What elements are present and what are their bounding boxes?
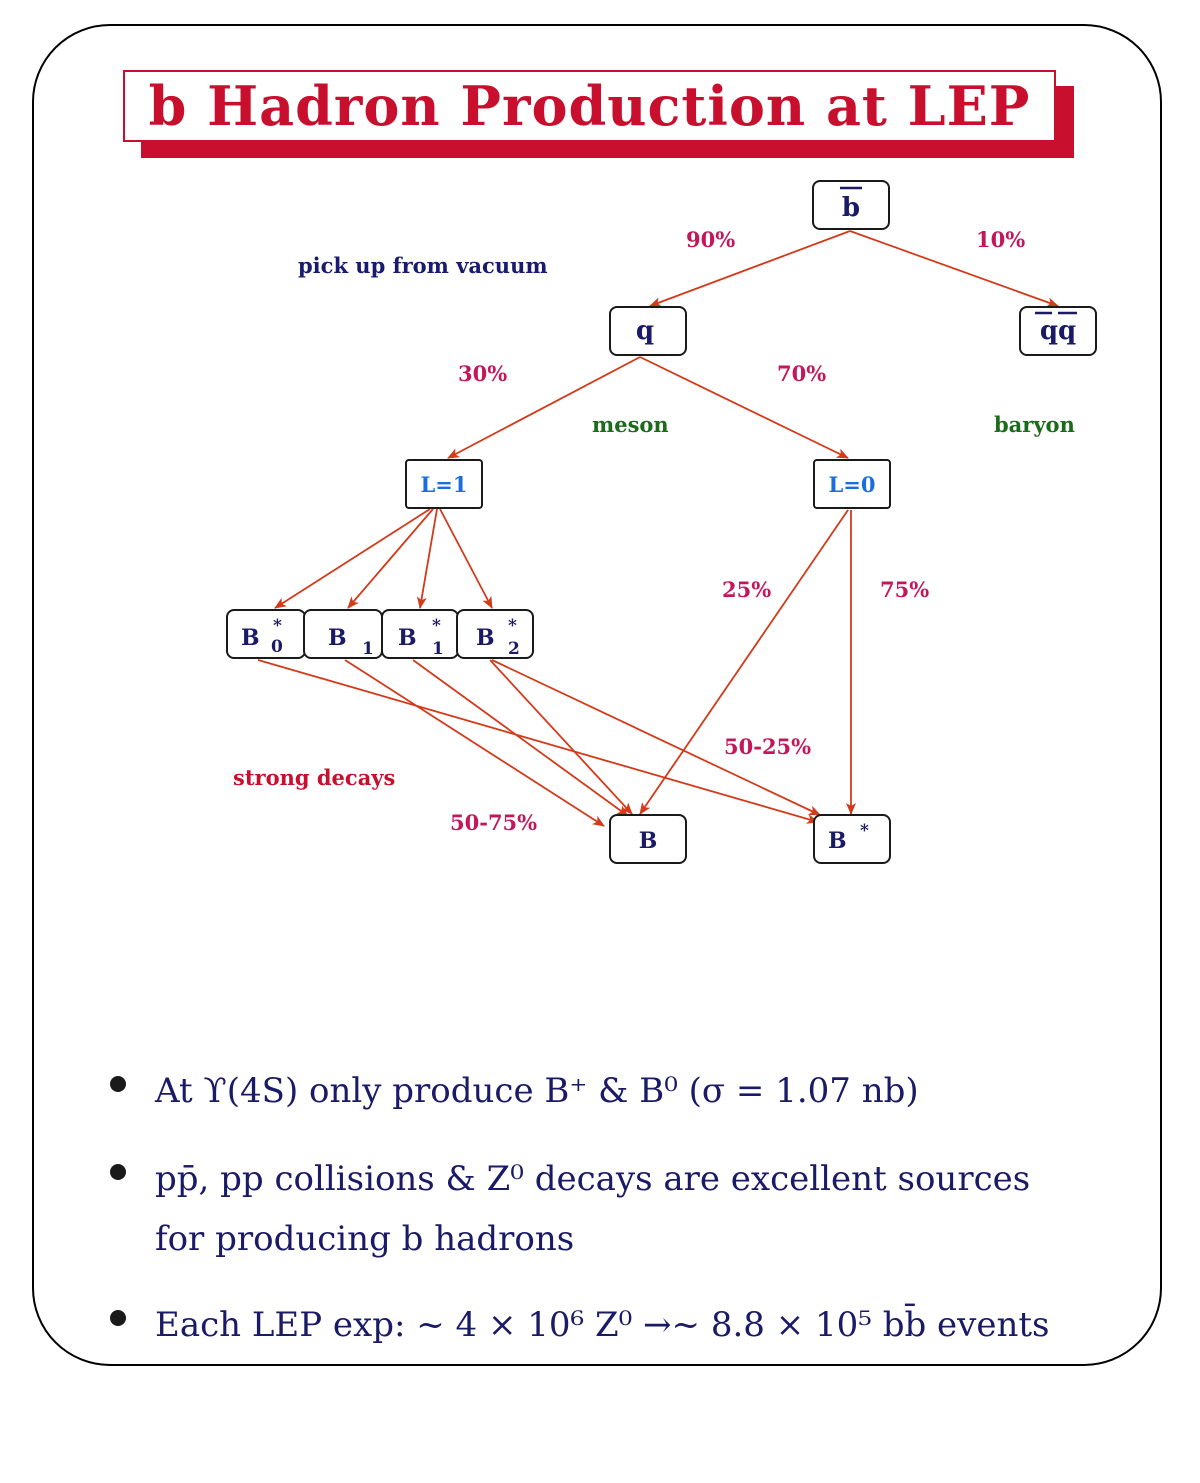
node-bbar [813, 181, 889, 229]
node-b2star-sup: * [508, 616, 517, 636]
node-b1star [382, 610, 458, 659]
arrow-b1-b [345, 660, 604, 826]
node-l1 [406, 460, 482, 508]
arrow-l1-b1star [420, 509, 437, 608]
bullet-text: Each LEP exp: ~ 4 × 10⁶ Z⁰ →~ 8.8 × 10⁵ bb̄ events [155, 1305, 1050, 1345]
node-qq [1020, 307, 1096, 355]
node-b1-sub: 1 [362, 639, 374, 659]
arrow-b2star-b [490, 660, 632, 814]
arrow-bbar-q [650, 231, 850, 306]
label-baryon: baryon [994, 412, 1075, 437]
node-q [610, 307, 686, 355]
pct-50-75: 50-75% [450, 810, 538, 835]
arrow-l1-b1 [348, 509, 433, 608]
bullet-text: At ϒ(4S) only produce B⁺ & B⁰ (σ = 1.07 nb) [155, 1071, 919, 1111]
node-l1-label: L=1 [420, 472, 468, 497]
arrow-l0-b [640, 510, 848, 814]
node-b1-main: B [328, 625, 347, 651]
label-pick-up: pick up from vacuum [298, 253, 548, 278]
node-l0-label: L=0 [828, 472, 876, 497]
arrow-l1-b0star [275, 509, 430, 608]
node-b1star-sup: * [432, 616, 441, 636]
pct-25: 25% [722, 577, 772, 602]
arrow-bbar-qq [850, 231, 1058, 306]
pct-30: 30% [458, 361, 508, 386]
node-b2star [457, 610, 533, 659]
bullet-text: for producing b hadrons [155, 1219, 575, 1259]
node-b1star-sub: 1 [432, 639, 444, 659]
bullet-dot-icon [110, 1076, 126, 1092]
pct-10: 10% [976, 227, 1026, 252]
bullet-dot-icon [110, 1164, 126, 1180]
label-meson: meson [592, 412, 669, 437]
node-q-label: q [635, 316, 655, 346]
pct-70: 70% [777, 361, 827, 386]
pct-90: 90% [686, 227, 736, 252]
bullet-text: pp̄, pp collisions & Z⁰ decays are excellent sources [155, 1159, 1031, 1199]
arrow-l1-b2star [440, 509, 492, 608]
node-b1 [304, 610, 382, 659]
node-qq-label: qq [1039, 316, 1077, 346]
node-b-label: B [638, 828, 658, 854]
slide-title: b Hadron Production at LEP [148, 74, 1031, 138]
label-strong-decays: strong decays [233, 765, 396, 790]
pct-75: 75% [880, 577, 930, 602]
node-b2star-main: B [476, 625, 495, 651]
node-b [610, 815, 686, 863]
node-bbar-label: b [841, 193, 861, 223]
pct-50-25: 50-25% [724, 734, 812, 759]
node-bstar-sup: * [860, 821, 869, 841]
node-b0star-sup: * [273, 616, 282, 636]
bullet-dot-icon [110, 1310, 126, 1326]
arrow-b1star-b [413, 660, 628, 816]
node-b0star [227, 610, 305, 658]
node-b1star-main: B [398, 625, 417, 651]
node-b0star-main: B [241, 625, 260, 651]
node-b2star-sub: 2 [508, 639, 520, 659]
node-bstar-main: B [828, 828, 847, 854]
node-l0 [814, 460, 890, 508]
node-b0star-sub: 0 [271, 637, 283, 657]
node-bstar [814, 815, 890, 863]
